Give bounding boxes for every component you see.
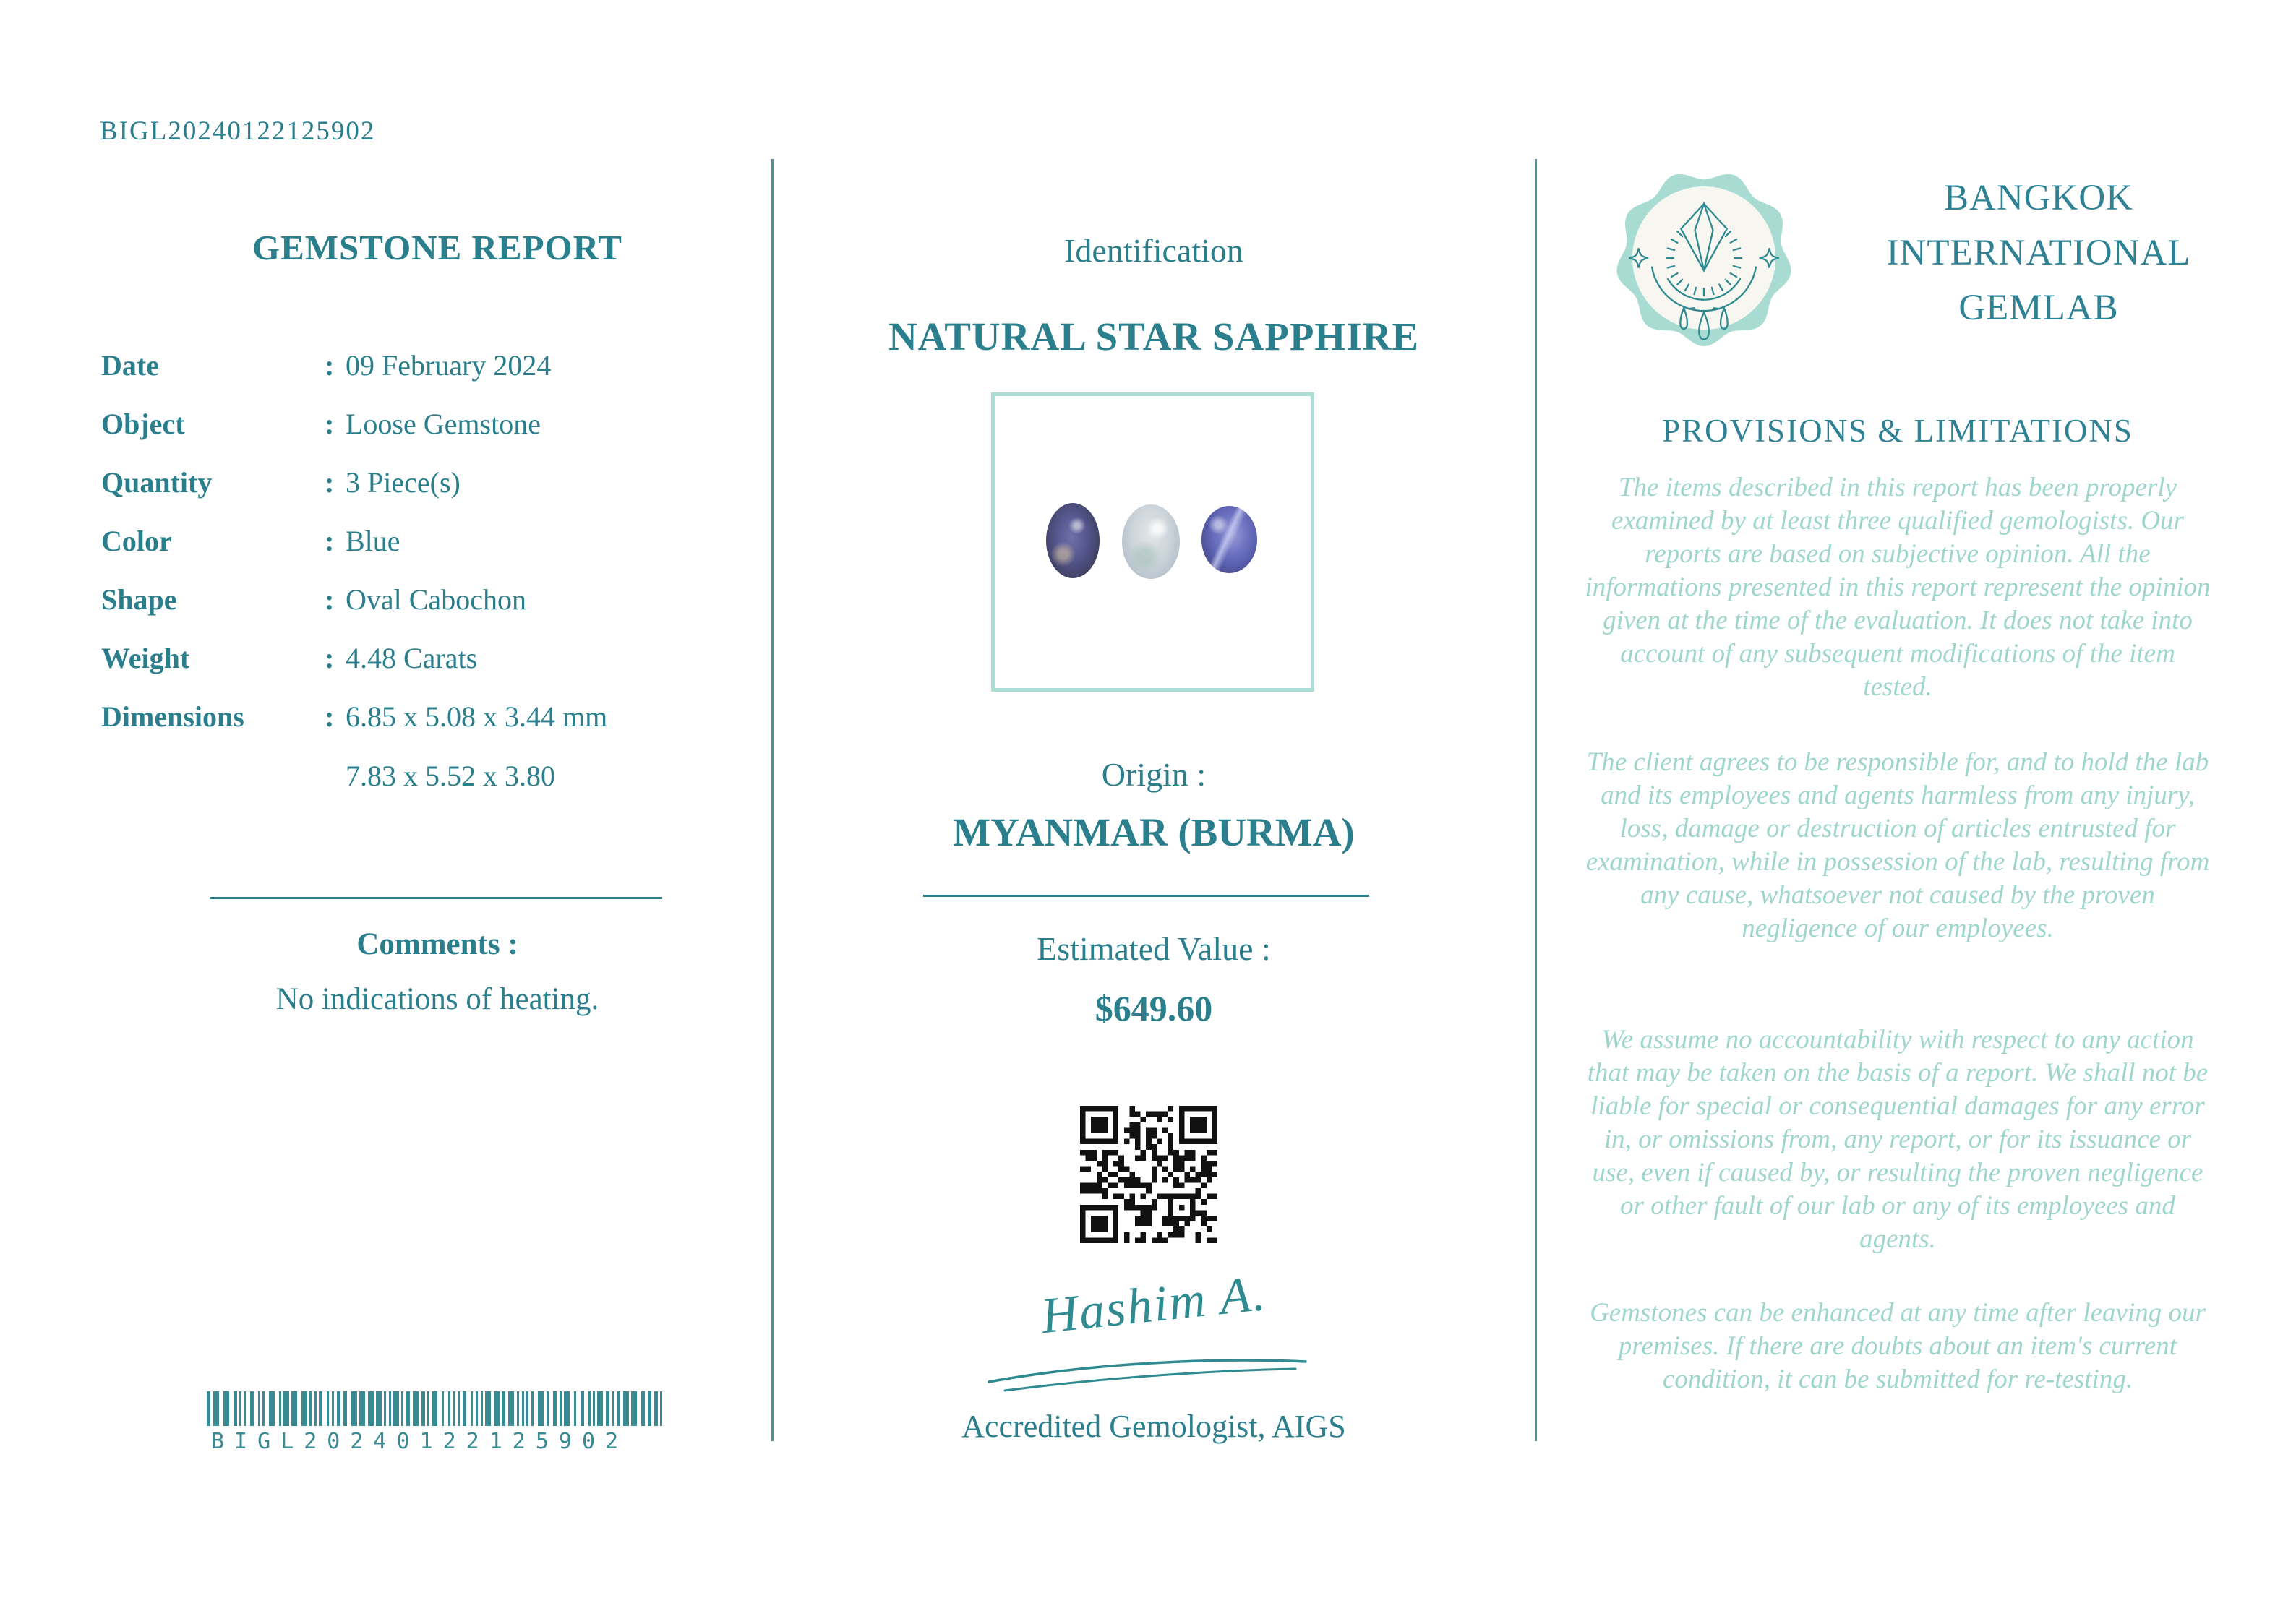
report-number: BIGL20240122125902 bbox=[100, 116, 376, 146]
field-label: Date bbox=[101, 349, 159, 382]
field-value: 7.83 x 5.52 x 3.80 bbox=[346, 760, 555, 792]
paragraph-text: Gemstones can be enhanced at any time after leaving our premises. If there are doubts about an item's current condition, it can be submitted for re-testing. bbox=[1590, 1298, 2206, 1394]
lab-name-line: GEMLAB bbox=[1958, 288, 2119, 328]
field-row-shape bbox=[101, 583, 752, 616]
provisions-paragraph-2 bbox=[1553, 746, 2243, 945]
field-label: Dimensions bbox=[101, 700, 244, 733]
lab-name-line: BANGKOK bbox=[1944, 178, 2133, 218]
field-row-quantity bbox=[101, 465, 752, 499]
field-colon: : bbox=[325, 642, 335, 674]
qr-code bbox=[1080, 1106, 1217, 1243]
barcode-label: BIGL20240122125902 bbox=[211, 1429, 629, 1454]
gemstone-report-title: GEMSTONE REPORT bbox=[252, 228, 622, 267]
field-colon: : bbox=[325, 349, 335, 382]
paragraph-text: We assume no accountability with respect to any action that may be taken on the basis of a report. We shall not be liable for special or consequential damages for any error in, or omissions from, any report, or for its issuance or use, even if caused by, or resulting the proven negligence or other fault of our lab or any of its employees and agents. bbox=[1587, 1025, 2209, 1254]
column-divider-left bbox=[771, 159, 774, 1441]
field-label: Object bbox=[101, 408, 185, 440]
provisions-paragraph-3 bbox=[1553, 1023, 2243, 1256]
field-label: Color bbox=[101, 525, 172, 557]
gem-cabochon-2 bbox=[1122, 504, 1180, 579]
estimated-value-label: Estimated Value : bbox=[1037, 930, 1271, 967]
provisions-paragraph-4 bbox=[1553, 1297, 2243, 1396]
field-row-dimensions-2 bbox=[101, 759, 752, 792]
barcode-bars bbox=[207, 1391, 668, 1426]
column-divider-right bbox=[1535, 159, 1537, 1441]
field-row-dimensions bbox=[101, 700, 752, 733]
lab-logo-pendant-icon bbox=[1614, 165, 1794, 351]
report-barcode bbox=[207, 1391, 668, 1460]
value-divider bbox=[923, 895, 1369, 897]
origin-label: Origin : bbox=[1101, 756, 1207, 793]
comments-label: Comments : bbox=[356, 927, 518, 961]
field-label: Quantity bbox=[101, 466, 213, 499]
lab-name bbox=[1815, 171, 2263, 335]
provisions-title: PROVISIONS & LIMITATIONS bbox=[1662, 413, 2133, 449]
field-value: Loose Gemstone bbox=[346, 408, 541, 440]
provisions-paragraph-1 bbox=[1553, 471, 2243, 704]
gem-cabochon-1 bbox=[1046, 503, 1100, 578]
gem-cabochon-3 bbox=[1201, 506, 1257, 573]
field-label: Shape bbox=[101, 583, 177, 616]
field-value: 6.85 x 5.08 x 3.44 mm bbox=[346, 700, 608, 733]
lab-name-line: INTERNATIONAL bbox=[1886, 233, 2191, 273]
field-value: Blue bbox=[346, 525, 400, 557]
identification-heading: Identification bbox=[1064, 232, 1243, 269]
field-row-object bbox=[101, 407, 752, 440]
field-value: 09 February 2024 bbox=[346, 349, 552, 382]
comments-text: No indications of heating. bbox=[275, 982, 599, 1016]
signature: Hashim A. bbox=[1038, 1265, 1269, 1345]
field-label: Weight bbox=[101, 642, 190, 674]
field-colon: : bbox=[325, 408, 335, 440]
origin-value: MYANMAR (BURMA) bbox=[953, 810, 1355, 854]
estimated-value: $649.60 bbox=[1095, 988, 1213, 1028]
paragraph-text: The client agrees to be responsible for, and to hold the lab and its employees and agents harmless from any injury, loss, damage or destruction of articles entrusted for examination, while in possession of the lab, resulting from any cause, whatsoever not caused by the proven negligence of our employees. bbox=[1585, 747, 2210, 943]
field-value: 3 Piece(s) bbox=[346, 466, 461, 499]
stone-name: NATURAL STAR SAPPHIRE bbox=[888, 314, 1420, 358]
field-row-weight bbox=[101, 641, 752, 674]
signature-underline bbox=[983, 1353, 1316, 1393]
field-value: Oval Cabochon bbox=[346, 583, 526, 616]
field-colon: : bbox=[325, 525, 335, 557]
field-colon: : bbox=[325, 466, 335, 499]
field-row-color bbox=[101, 524, 752, 557]
signatory-title: Accredited Gemologist, AIGS bbox=[961, 1409, 1346, 1444]
field-colon: : bbox=[325, 583, 335, 616]
gemstone-photo bbox=[991, 392, 1314, 692]
comments-divider bbox=[210, 897, 662, 899]
paragraph-text: The items described in this report has been properly examined by at least three qualified gemologists. Our reports are based on subjective opinion. All the informations presented in this report represent the opinion given at the time of the evaluation. It does not take into account of any subsequent modifications of the item tested. bbox=[1585, 473, 2211, 702]
field-colon: : bbox=[325, 700, 335, 733]
field-value: 4.48 Carats bbox=[346, 642, 478, 674]
field-row-date bbox=[101, 348, 752, 382]
